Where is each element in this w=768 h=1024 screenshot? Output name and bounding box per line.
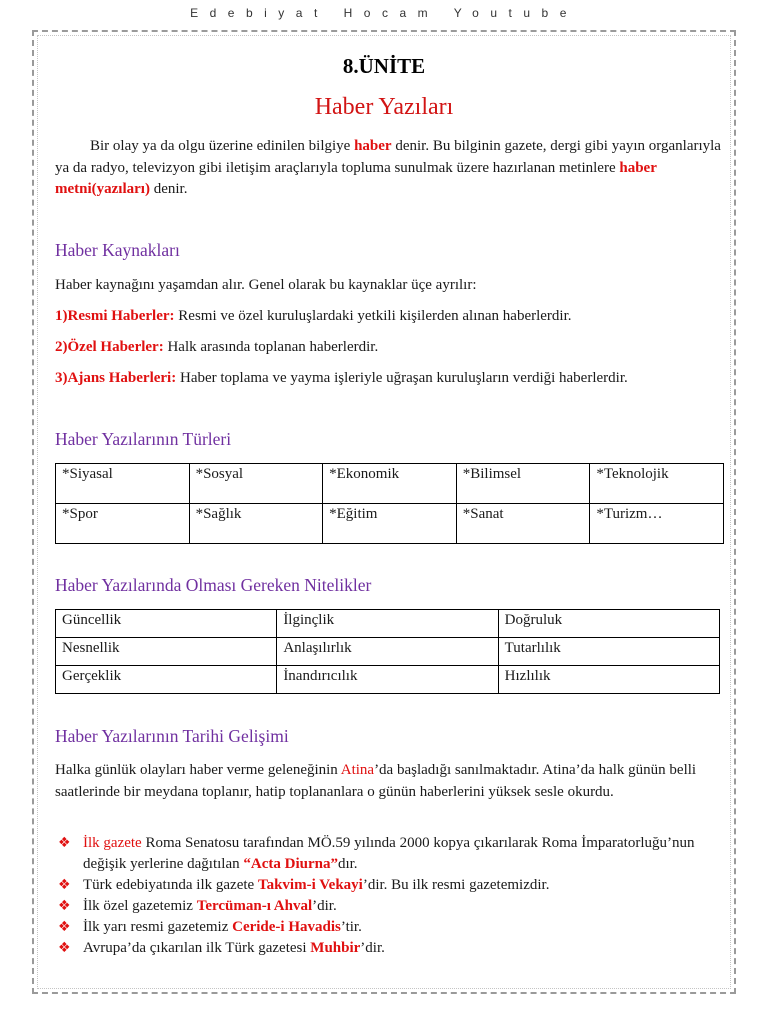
list-item <box>58 833 728 875</box>
section-title-types: Haber Yazılarının Türleri <box>55 429 232 449</box>
sources-lead: Haber kaynağını yaşamdan alır. Genel olarak bu kaynaklar üçe ayrılır: <box>55 277 477 293</box>
table-row <box>56 638 720 666</box>
table-cell: Doğruluk <box>498 610 719 638</box>
bullet-text: İlk özel gazetemiz <box>83 898 197 914</box>
history-bullet-list <box>58 833 728 959</box>
diamond-bullet-icon: ❖ <box>58 877 71 893</box>
table-cell: *Eğitim <box>323 504 457 544</box>
table-cell: *Bilimsel <box>456 464 590 504</box>
diamond-bullet-icon: ❖ <box>58 940 71 956</box>
bullet-text: Roma Senatosu tarafından MÖ.59 yılında 2000 kopya çıkarılarak Roma İmparatorluğu’nun değişik yerlerine dağıtılan <box>83 835 695 872</box>
table-cell: İnandırıcılık <box>277 666 498 694</box>
list-item <box>58 917 728 938</box>
table-cell: Nesnellik <box>56 638 277 666</box>
section-title-history: Haber Yazılarının Tarihi Gelişimi <box>55 726 289 746</box>
qualities-table <box>55 609 720 694</box>
source-item <box>55 306 725 326</box>
table-cell: Hızlılık <box>498 666 719 694</box>
main-title: Haber Yazıları <box>314 94 454 120</box>
bullet-text: ’dir. Bu ilk resmi gazetemizdir. <box>362 877 550 893</box>
bullet-highlight: Ceride-i Havadis <box>232 919 341 935</box>
table-row <box>56 666 720 694</box>
history-highlight-atina: Atina <box>340 762 375 778</box>
table-cell: İlginçlik <box>277 610 498 638</box>
source-item <box>55 368 725 388</box>
bullet-text: Türk edebiyatında ilk gazete <box>83 877 258 893</box>
table-row <box>56 504 724 544</box>
bullet-text: İlk yarı resmi gazetemiz <box>83 919 233 935</box>
section-title-sources: Haber Kaynakları <box>55 240 180 260</box>
source-text: Haber toplama ve yayma işleriyle uğraşan kuruluşların verdiği haberlerdir. <box>176 370 628 386</box>
source-item <box>55 337 725 357</box>
history-text: Halka günlük olayları haber verme geleneğinin <box>55 762 341 778</box>
diamond-bullet-icon: ❖ <box>58 898 71 914</box>
table-cell: Güncellik <box>56 610 277 638</box>
intro-paragraph <box>55 136 723 201</box>
table-cell: Gerçeklik <box>56 666 277 694</box>
table-row <box>56 464 724 504</box>
bullet-highlight: Tercüman-ı Ahval <box>196 898 313 914</box>
list-item <box>58 896 728 917</box>
diamond-bullet-icon: ❖ <box>58 919 71 935</box>
source-text: Halk arasında toplanan haberlerdir. <box>163 339 379 355</box>
bullet-text: dır. <box>337 856 358 872</box>
table-cell: *Sağlık <box>189 504 323 544</box>
source-label: 2)Özel Haberler: <box>55 339 164 355</box>
table-cell: Anlaşılırlık <box>277 638 498 666</box>
bullet-highlight: İlk gazete <box>83 835 142 851</box>
bullet-text: ’dir. <box>312 898 337 914</box>
table-cell: *Turizm… <box>590 504 724 544</box>
bullet-highlight: “Acta Diurna” <box>243 856 338 872</box>
bullet-highlight: Takvim-i Vekayi <box>257 877 363 893</box>
table-cell: *Teknolojik <box>590 464 724 504</box>
header-watermark: Edebiyat Hocam Youtube <box>190 6 578 20</box>
table-cell: *Ekonomik <box>323 464 457 504</box>
history-paragraph <box>55 760 723 803</box>
intro-text: denir. Bu bilginin gazete, dergi gibi yayın organlarıyla ya da radyo, televizyon gibi iletişim araçlarıyla topluma sunulmak üzere hazırlanan metinlere <box>55 138 721 176</box>
intro-text: Bir olay ya da olgu üzerine edinilen bilgiye <box>90 138 355 154</box>
table-cell: *Siyasal <box>56 464 190 504</box>
list-item <box>58 938 728 959</box>
bullet-text: ’tir. <box>340 919 362 935</box>
source-label: 3)Ajans Haberleri: <box>55 370 177 386</box>
list-item <box>58 875 728 896</box>
table-cell: *Sosyal <box>189 464 323 504</box>
intro-text: denir. <box>149 181 188 197</box>
history-text: ’da başladığı sanılmaktadır. Atina’da halk günün belli saatlerinde bir meydana toplanır, hatip toplananlara o günün haberlerini yüksek sesle okurdu. <box>55 762 697 800</box>
table-cell: *Spor <box>56 504 190 544</box>
unit-title: 8.ÜNİTE <box>342 54 426 78</box>
source-text: Resmi ve özel kuruluşlardaki yetkili kişilerden alınan haberlerdir. <box>174 308 572 324</box>
table-cell: Tutarlılık <box>498 638 719 666</box>
types-table <box>55 463 724 544</box>
source-label: 1)Resmi Haberler: <box>55 308 175 324</box>
diamond-bullet-icon: ❖ <box>58 835 71 851</box>
bullet-highlight: Muhbir <box>310 940 361 956</box>
intro-highlight-haber-metni: haber metni(yazıları) <box>55 159 657 197</box>
table-cell: *Sanat <box>456 504 590 544</box>
intro-highlight-haber: haber <box>354 138 392 154</box>
bullet-text: Avrupa’da çıkarılan ilk Türk gazetesi <box>83 940 311 956</box>
bullet-text: ’dir. <box>360 940 385 956</box>
section-title-qualities: Haber Yazılarında Olması Gereken Nitelikler <box>55 575 372 595</box>
table-row <box>56 610 720 638</box>
